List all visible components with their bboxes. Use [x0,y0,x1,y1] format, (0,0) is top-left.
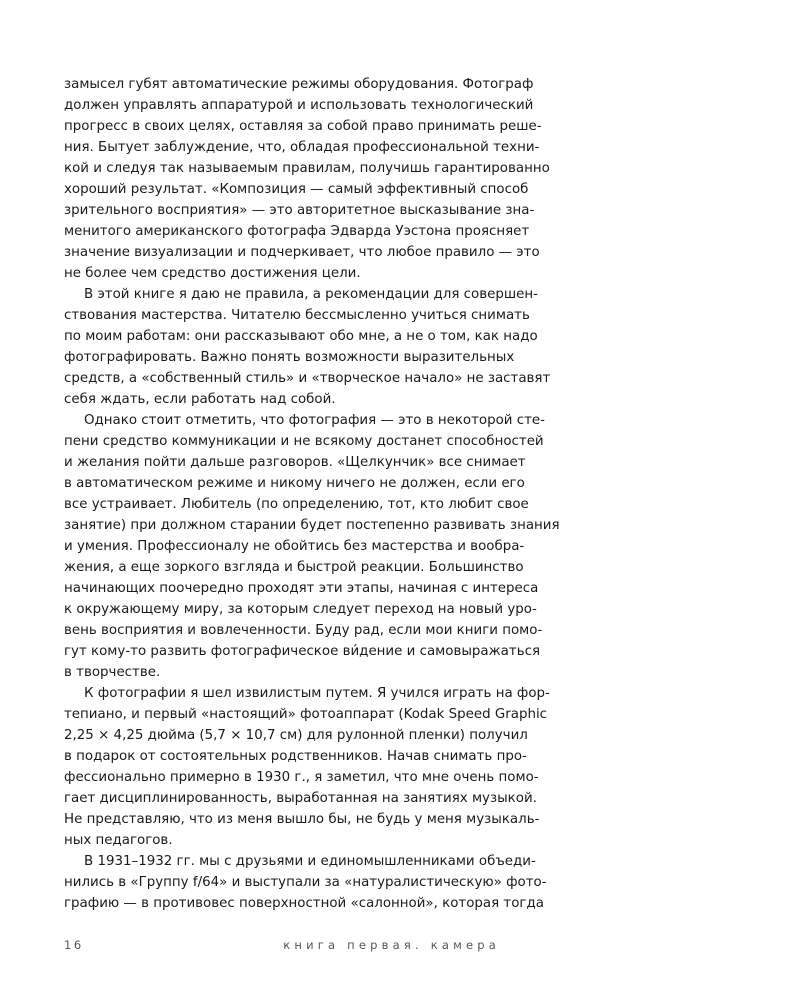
text-line: жения, а еще зоркого взгляда и быстрой реакции. Большинство [64,560,524,575]
text-line: тепиано, и первый «настоящий» фотоаппарат (Kodak Speed Graphic [64,707,548,722]
text-line: ния. Бытует заблуждение, что, обладая профессиональной техни- [64,140,540,155]
page-number: 16 [64,938,84,952]
text-line: замысел губят автоматические режимы оборудования. Фотограф [64,77,534,92]
text-line: вень восприятия и вовлеченности. Буду рад, если мои книги помо- [64,623,543,638]
text-line: Однако стоит отметить, что фотография — это в некоторой сте- [84,413,545,428]
text-line: и желания пойти дальше разговоров. «Щелкунчик» все снимает [64,455,526,470]
text-line: фотографировать. Важно понять возможности выразительных [64,350,515,365]
text-line: фессионально примерно в 1930 г., я заметил, что мне очень помо- [64,770,539,785]
text-line: менитого американского фотографа Эдварда Уэстона проясняет [64,224,530,239]
text-line: гут кому-то развить фотографическое ви́дение и самовыражаться [64,644,541,659]
text-line: пени средство коммуникации и не всякому достанет способностей [64,434,544,449]
text-line: не более чем средство достижения цели. [64,266,361,281]
text-line: и умения. Профессионалу не обойтись без мастерства и вообра- [64,539,525,554]
text-line: в творчестве. [64,665,161,680]
text-line: нились в «Группу f/64» и выступали за «натуралистическую» фото- [64,875,547,890]
running-head: книга первая. камера [283,938,500,952]
text-line: занятие) при должном старании будет постепенно развивать знания [64,518,560,533]
text-line: Не представляю, что из меня вышло бы, не будь у меня музыкаль- [64,812,540,827]
text-line: должен управлять аппаратурой и использовать технологический [64,98,534,113]
text-line: значение визуализации и подчеркивает, что любое правило — это [64,245,540,260]
text-line: прогресс в своих целях, оставляя за собой право принимать реше- [64,119,542,134]
text-line: К фотографии я шел извилистым путем. Я учился играть на фор- [84,686,550,701]
text-line: ных педагогов. [64,833,173,848]
text-line: себя ждать, если работать над собой. [64,392,336,407]
text-line: все устраивает. Любитель (по определению, тот, кто любит свое [64,497,529,512]
text-line: в автоматическом режиме и никому ничего не должен, если его [64,476,525,491]
text-line: 2,25 × 4,25 дюйма (5,7 × 10,7 см) для рулонной пленки) получил [64,728,528,743]
text-line: по моим работам: они рассказывают обо мне, а не о том, как надо [64,329,538,344]
text-line: ствования мастерства. Читателю бессмысленно учиться снимать [64,308,530,323]
text-line: в подарок от состоятельных родственников. Начав снимать про- [64,749,527,764]
text-line: В 1931–1932 гг. мы с друзьями и единомышленниками объеди- [84,854,536,869]
text-line: гает дисциплинированность, выработанная на занятиях музыкой. [64,791,537,806]
page-footer [64,938,500,956]
body-text [64,74,560,914]
text-line: В этой книге я даю не правила, а рекомендации для совершен- [84,287,538,302]
text-line: графию — в противовес поверхностной «салонной», которая тогда [64,896,544,911]
text-line: кой и следуя так называемым правилам, получишь гарантированно [64,161,550,176]
text-line: зрительного восприятия» — это авторитетное высказывание зна- [64,203,535,218]
text-line: к окружающему миру, за которым следует переход на новый уро- [64,602,537,617]
text-line: хороший результат. «Композиция — самый эффективный способ [64,182,529,197]
text-line: начинающих поочередно проходят эти этапы, начиная с интереса [64,581,539,596]
text-line: средств, а «собственный стиль» и «творческое начало» не заставят [64,371,551,386]
